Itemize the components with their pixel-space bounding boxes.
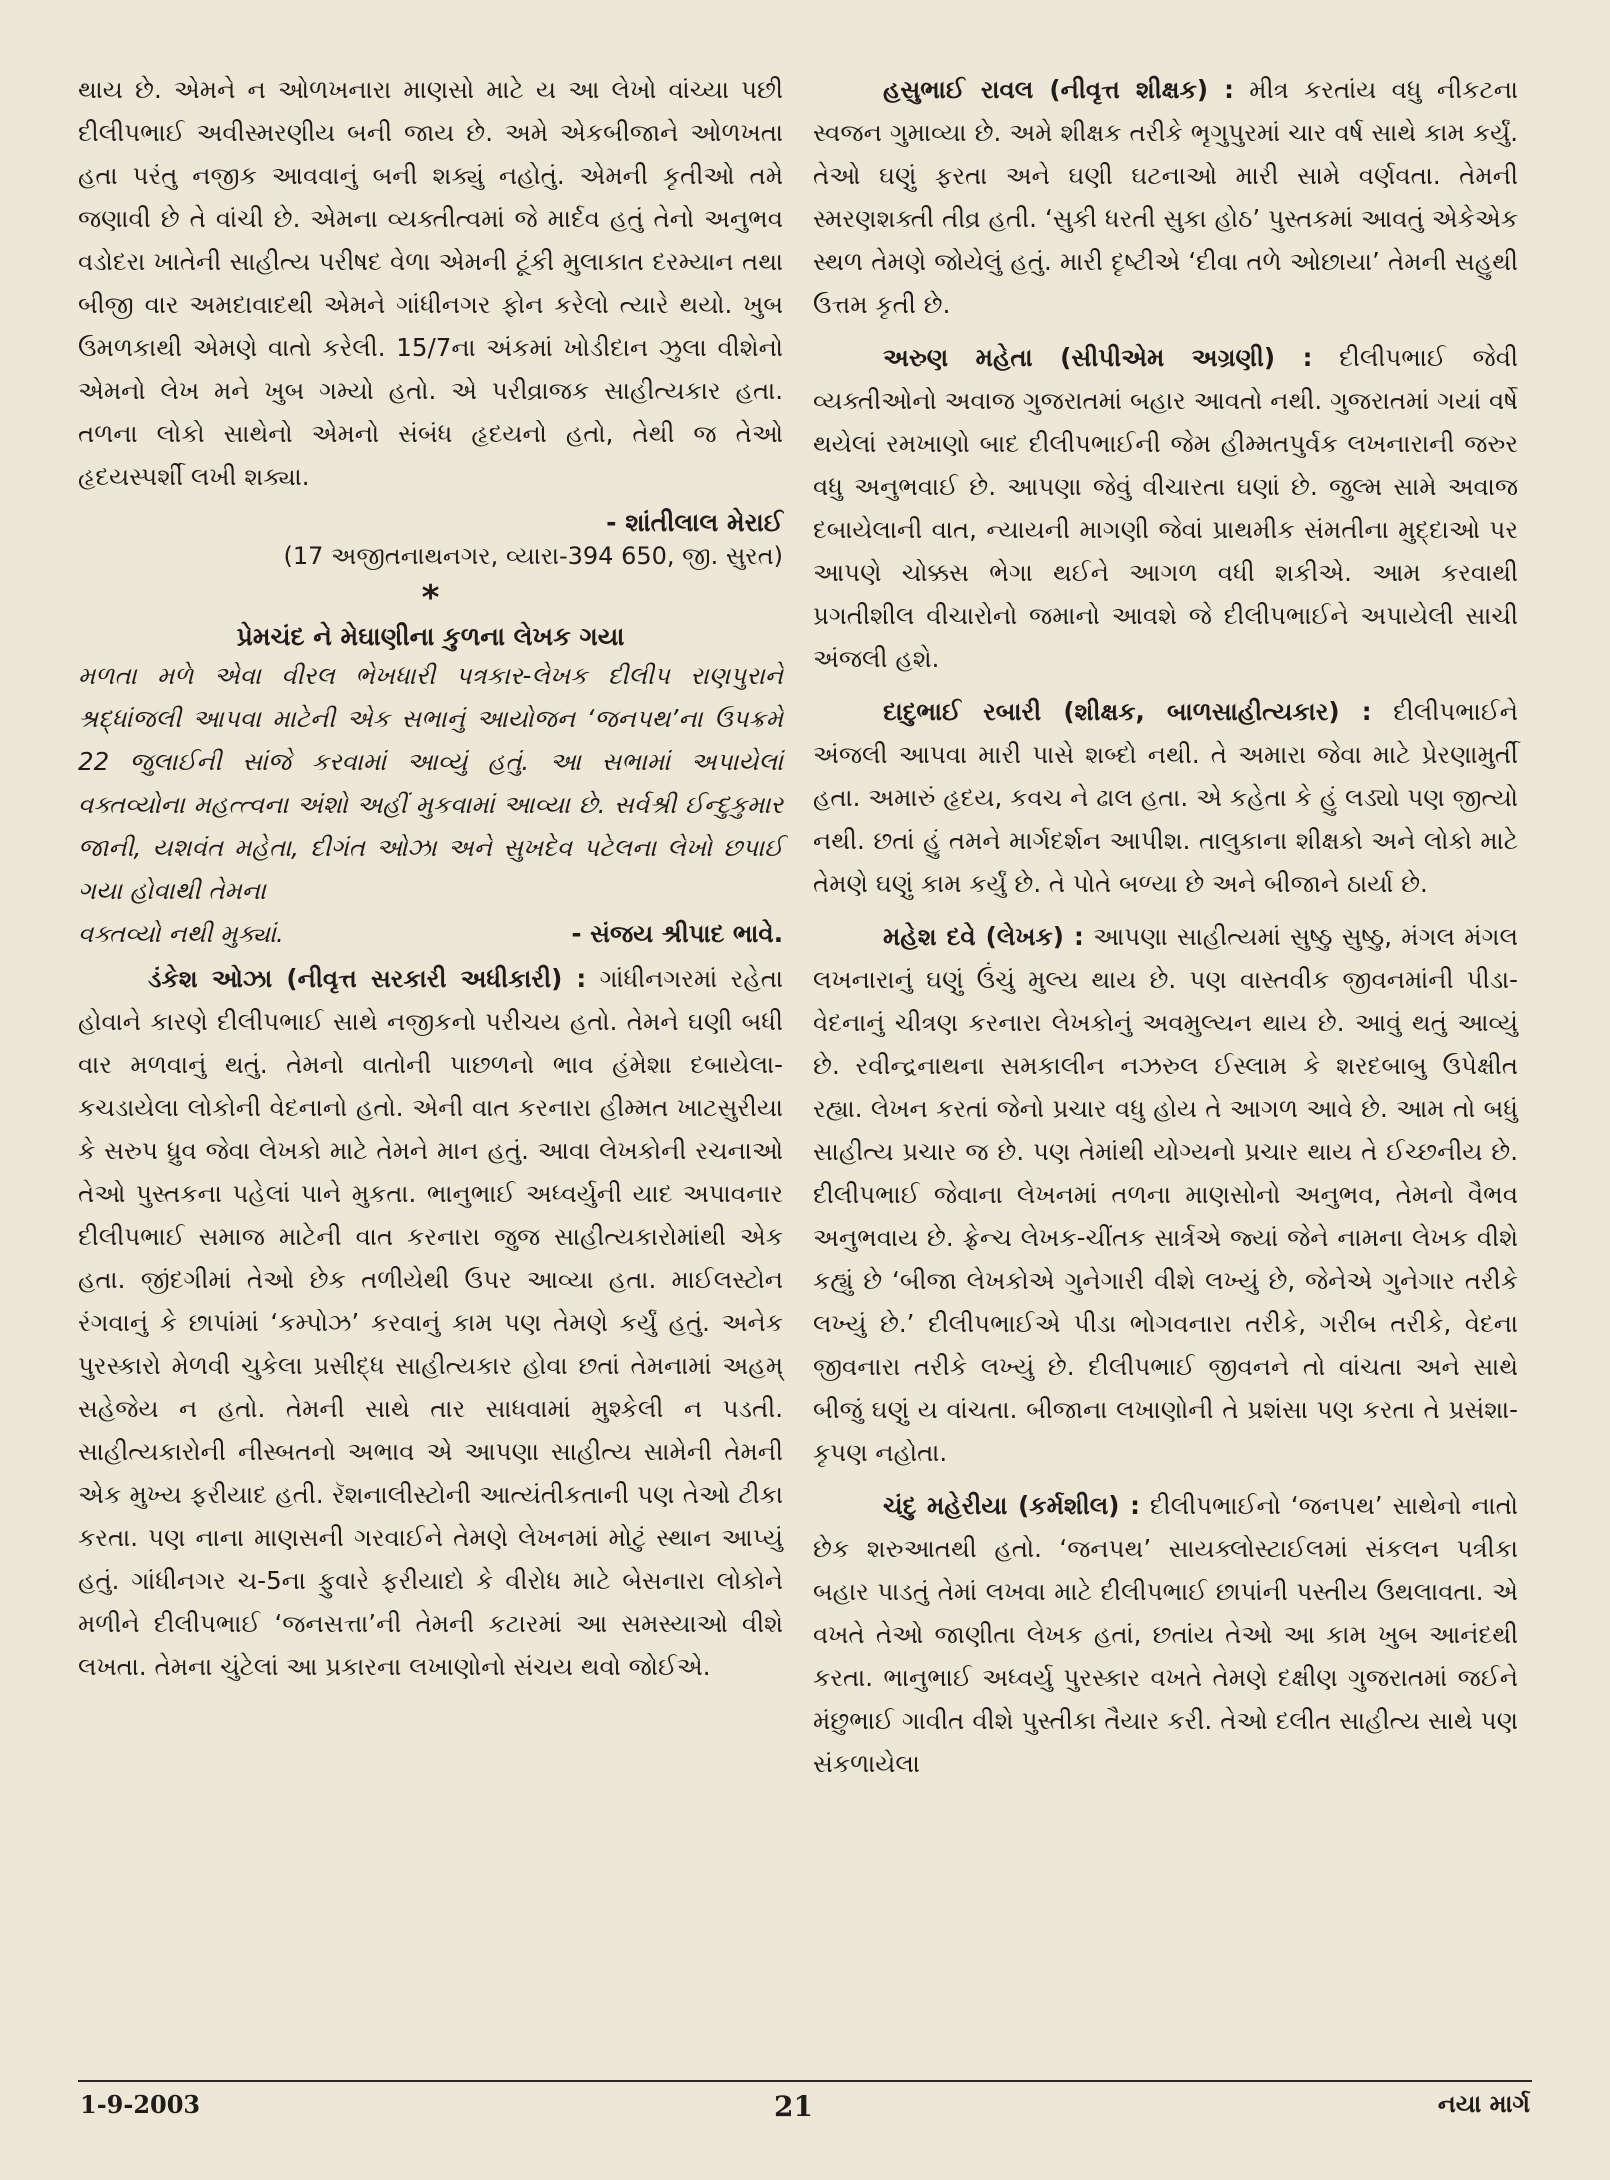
section-intro-byline: - સંજય શ્રીપાદ ભાવે.	[571, 919, 783, 948]
speaker-name: દાદુભાઈ રબારી (શીક્ષક, બાળસાહીત્યકાર) :	[883, 697, 1372, 726]
speaker-name: હસુભાઈ રાવલ (નીવૃત્ત શીક્ષક) :	[883, 75, 1234, 104]
speaker-name: ચંદુ મહેરીયા (કર્મશીલ) :	[883, 1491, 1140, 1520]
section-intro-last-line	[78, 912, 783, 955]
speaker-name: ડંકેશ ઓઝા (નીવૃત્ત સરકારી અધીકારી) :	[148, 964, 587, 993]
letter-paragraph: થાય છે. એમને ન ઓળખનારા માણસો માટે ય આ લેખો વાંચ્યા પછી દીલીપભાઈ અવીસ્મરણીય બની જાય છે. અમે એકબીજાને ઓળખતા હતા પરંતુ નજીક આવવાનું બની શક્યું નહોતું. એમની કૃતીઓ તમે જણાવી છે તે વાંચી છે. એમના વ્યક્તીત્વમાં જે માર્દવ હતું તેનો અનુભવ વડોદરા ખાતેની સાહીત્ય પરીષદ વેળા એમની ટૂંકી મુલાકાત દરમ્યાન તથા બીજી વાર અમદાવાદથી એમને ગાંધીનગર ફોન કરેલો ત્યારે થયો. ખુબ ઉમળકાથી એમણે વાતો કરેલી. 15/7ના અંકમાં ખોડીદાન ઝુલા વીશેનો એમનો લેખ મને ખુબ ગમ્યો હતો. એ પરીવ્રાજક સાહીત્યકાર હતા. તળના લોકો સાથેનો એમનો સંબંધ હૃદયનો હતો, તેથી જ તેઓ હૃદયસ્પર્શી લખી શક્યા.	[78, 75, 783, 491]
speech-paragraph	[813, 690, 1518, 905]
speech-text: આપણા સાહીત્યમાં સુષ્ઠુ સુષ્ઠુ, મંગલ મંગલ લખનારાનું ઘણું ઉંચું મુલ્ય થાય છે. પણ વાસ્તવીક જીવનમાંની પીડા-વેદનાનું ચીત્રણ કરનારા લેખકોનું અવમુલ્યન થાય છે. આવું થતું આવ્યું છે. રવીન્દ્રનાથના સમકાલીન નઝરુલ ઈસ્લામ કે શરદબાબુ ઉપેક્ષીત રહ્યા. લેખન કરતાં જેનો પ્રચાર વધુ હોય તે આગળ આવે છે. આમ તો બધું સાહીત્ય પ્રચાર જ છે. પણ તેમાંથી યોગ્યનો પ્રચાર થાય તે ઈચ્છનીય છે. દીલીપભાઈ જેવાના લેખનમાં તળના માણસોનો અનુભવ, તેમનો વૈભવ અનુભવાય છે. ફ્રેન્ચ લેખક-ચીંતક સાર્ત્રએ જ્યાં જેને નામના લેખક વીશે કહ્યું છે ‘બીજા લેખકોએ ગુનેગારી વીશે લખ્યું છે, જેનેએ ગુનેગાર તરીકે લખ્યું છે.’ દીલીપભાઈએ પીડા ભોગવનારા તરીકે, ગરીબ તરીકે, વેદના જીવનારા તરીકે લખ્યું છે. દીલીપભાઈ જીવનને તો વાંચતા અને સાથે બીજું ઘણું ય વાંચતા. બીજાના લખાણોની તે પ્રશંસા પણ કરતા તે પ્રસંશા-કૃપણ નહોતા.	[813, 922, 1518, 1467]
speech-text: દીલીપભાઈને અંજલી આપવા મારી પાસે શબ્દો નથી. તે અમારા જેવા માટે પ્રેરણામુર્તી હતા. અમારું હૃદય, કવચ ને ઢાલ હતા. એ કહેતા કે હું લડ્યો પણ જીત્યો નથી. છતાં હું તમને માર્ગદર્શન આપીશ. તાલુકાના શીક્ષકો અને લોકો માટે તેમણે ઘણું કામ કર્યું છે. તે પોતે બળ્યા છે અને બીજાને ઠાર્યા છે.	[813, 697, 1518, 898]
left-column	[78, 68, 783, 1698]
footer-divider	[78, 2080, 1532, 2082]
section-intro-end: વક્તવ્યો નથી મુક્યાં.	[78, 919, 284, 948]
speaker-name: અરુણ મહેતા (સીપીએમ અગ્રણી) :	[883, 343, 1313, 372]
section-intro: મળતા મળે એવા વીરલ ભેખધારી પત્રકાર-લેખક દીલીપ રાણપુરાને શ્રદ્ધાંજલી આપવા માટેની એક સભાનું આયોજન ‘જનપથ’ના ઉપક્રમે 22 જુલાઈની સાંજે કરવામાં આવ્યું હતું. આ સભામાં અપાયેલાં વક્તવ્યોના મહત્ત્વના અંશો અહીં મુકવામાં આવ્યા છે. સર્વશ્રી ઈન્દુકુમાર જાની, યશવંત મહેતા, દીગંત ઓઝા અને સુખદેવ પટેલના લેખો છપાઈ ગયા હોવાથી તેમના	[78, 661, 783, 905]
speech-paragraph	[78, 957, 783, 1688]
section-title: પ્રેમચંદ ને મેઘાણીના કુળના લેખક ગયા	[236, 622, 625, 651]
speech-paragraph	[813, 68, 1518, 326]
right-column	[813, 68, 1518, 1795]
speech-paragraph	[813, 336, 1518, 680]
section-separator: *	[421, 578, 440, 618]
speech-text: દીલીપભાઈ જેવી વ્યક્તીઓનો અવાજ ગુજરાતમાં બહાર આવતો નથી. ગુજરાતમાં ગયાં વર્ષે થયેલાં રમખાણો બાદ દીલીપભાઈની જેમ હીમ્મતપુર્વક લખનારાની જરુર વધુ અનુભવાઈ છે. આપણા જેવું વીચારતા ઘણાં છે. જુલ્મ સામે અવાજ દબાયેલાની વાત, ન્યાયની માગણી જેવાં પ્રાથમીક સંમતીના મુદ્દાઓ પર આપણે ચોક્કસ ભેગા થઈને આગળ વધી શકીએ. આમ કરવાથી પ્રગતીશીલ વીચારોનો જમાનો આવશે જે દીલીપભાઈને અપાયેલી સાચી અંજલી હશે.	[813, 343, 1519, 673]
speech-text: મીત્ર કરતાંય વધુ નીકટના સ્વજન ગુમાવ્યા છે. અમે શીક્ષક તરીકે ભૃગુપુરમાં ચાર વર્ષ સાથે કામ કર્યું. તેઓ ઘણું ફરતા અને ઘણી ઘટનાઓ મારી સામે વર્ણવતા. તેમની સ્મરણશક્તી તીવ્ર હતી. ‘સુકી ધરતી સુકા હોઠ’ પુસ્તકમાં આવતું એકેએક સ્થળ તેમણે જોયેલું હતું. મારી દૃષ્ટીએ ‘દીવા તળે ઓછાયા’ તેમની સહુથી ઉત્તમ કૃતી છે.	[813, 75, 1518, 319]
speech-paragraph	[813, 915, 1518, 1474]
speech-paragraph	[813, 1484, 1518, 1785]
magazine-name: નયા માર્ગ	[1437, 2090, 1530, 2118]
speech-text: ગાંધીનગરમાં રહેતા હોવાને કારણે દીલીપભાઈ સાથે નજીકનો પરીચય હતો. તેમને ઘણી બધી વાર મળવાનું થતું. તેમનો વાતોની પાછળનો ભાવ હંમેશા દબાયેલા-કચડાયેલા લોકોની વેદનાનો હતો. એની વાત કરનારા હીમ્મત ખાટસુરીયા કે સરુપ ધ્રુવ જેવા લેખકો માટે તેમને માન હતું. આવા લેખકોની રચનાઓ તેઓ પુસ્તકના પહેલાં પાને મુકતા. ભાનુભાઈ અધ્વર્યુની યાદ અપાવનાર દીલીપભાઈ સમાજ માટેની વાત કરનારા જુજ સાહીત્યકારોમાંથી એક હતા. જીંદગીમાં તેઓ છેક તળીયેથી ઉપર આવ્યા હતા. માઈલસ્ટોન રંગવાનું કે છાપાંમાં ‘કમ્પોઝ’ કરવાનું કામ પણ તેમણે કર્યું હતું. અનેક પુરસ્કારો મેળવી ચુકેલા પ્રસીદ્ધ સાહીત્યકાર હોવા છતાં તેમનામાં અહમ્ સહેજેય ન હતો. તેમની સાથે તાર સાધવામાં મુશ્કેલી ન પડતી. સાહીત્યકારોની નીસ્બતનો અભાવ એ આપણા સાહીત્ય સામેની તેમની એક મુખ્ય ફરીયાદ હતી. રૅશનાલીસ્ટોની આત્યંતીકતાની પણ તેઓ ટીકા કરતા. પણ નાના માણસની ગરવાઈને તેમણે લેખનમાં મોટું સ્થાન આપ્યું હતું. ગાંધીનગર ચ-5ના ફુવારે ફરીયાદો કે વીરોધ માટે બેસનારા લોકોને મળીને દીલીપભાઈ ‘જનસત્તા’ની તેમની કટારમાં આ સમસ્યાઓ વીશે લખતા. તેમના ચુંટેલાં આ પ્રકારના લખાણોનો સંચય થવો જોઈએ.	[78, 964, 783, 1681]
issue-date: 1-9-2003	[80, 2090, 201, 2119]
letter-signature: - શાંતીલાલ મેરાઈ	[606, 508, 783, 537]
letter-address: (17 અજીતનાથનગર, વ્યારા-394 650, જી. સુરત)	[283, 542, 783, 570]
speaker-name: મહેશ દવે (લેખક) :	[883, 922, 1084, 951]
page-number: 21	[774, 2090, 813, 2123]
speech-text: દીલીપભાઈનો ‘જનપથ’ સાથેનો નાતો છેક શરુઆતથી હતો. ‘જનપથ’ સાયક્લોસ્ટાઈલમાં સંકલન પત્રીકા બહાર પાડતું તેમાં લખવા માટે દીલીપભાઈ છાપાંની પસ્તીય ઉથલાવતા. એ વખતે તેઓ જાણીતા લેખક હતાં, છતાંય તેઓ આ કામ ખુબ આનંદથી કરતા. ભાનુભાઈ અધ્વર્યુ પુરસ્કાર વખતે તેમણે દક્ષીણ ગુજરાતમાં જઈને મંછુભાઈ ગાવીત વીશે પુસ્તીકા તૈયાર કરી. તેઓ દલીત સાહીત્ય સાથે પણ સંકળાયેલા	[813, 1491, 1519, 1778]
